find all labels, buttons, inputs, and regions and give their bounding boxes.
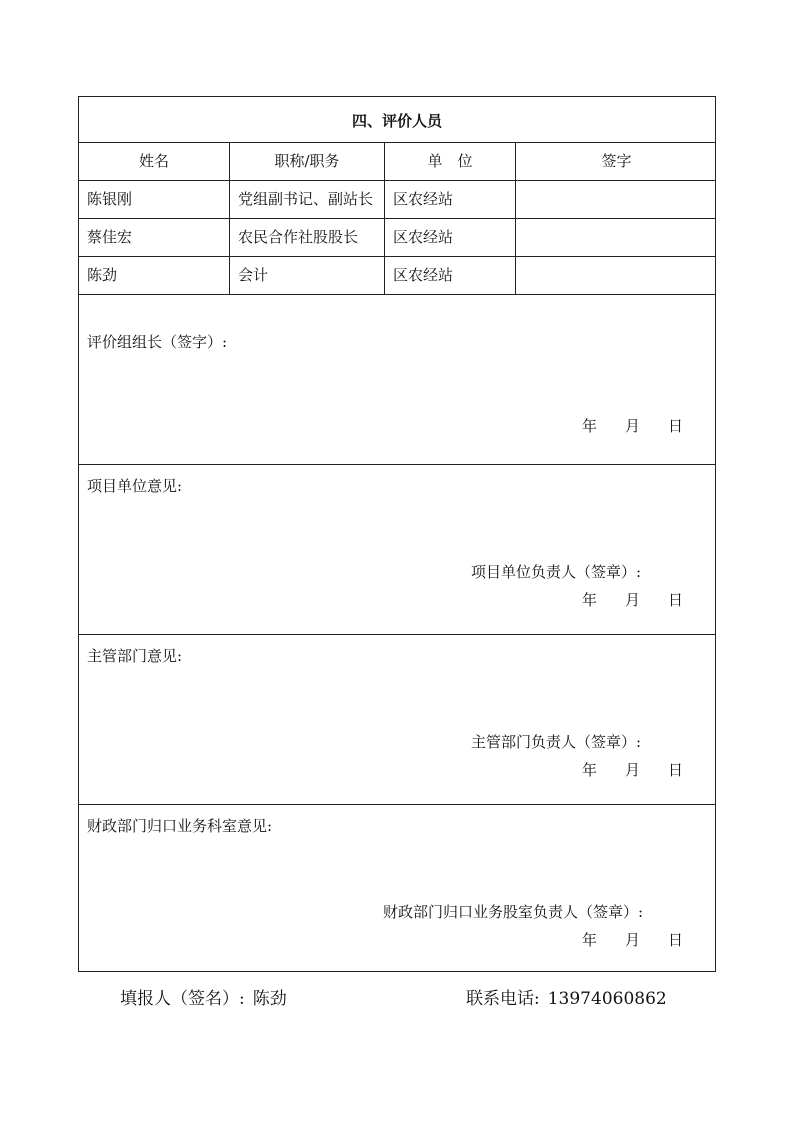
filler-name: 陈劲 (252, 989, 287, 1009)
finance-label: 财政部门归口业务科室意见: (87, 817, 273, 835)
year-label: 年 (582, 591, 598, 609)
evaluator-unit: 区农经站 (385, 219, 516, 256)
day-label: 日 (668, 591, 684, 609)
project-unit-date (582, 589, 683, 610)
supervisor-sign-label: 主管部门负责人（签章）: (471, 733, 642, 751)
year-label: 年 (582, 931, 598, 949)
section-title-row (79, 97, 715, 143)
evaluator-title: 党组副书记、副站长 (230, 181, 385, 218)
evaluator-name: 陈银刚 (79, 181, 230, 218)
project-unit-opinion-block (79, 465, 715, 635)
evaluation-form (78, 96, 716, 972)
evaluator-unit: 区农经站 (385, 181, 516, 218)
leader-label: 评价组组长（签字）: (87, 333, 228, 351)
section-title: 四、评价人员 (351, 112, 442, 130)
leader-signature-block (79, 295, 715, 465)
day-label: 日 (668, 417, 684, 435)
month-label: 月 (625, 417, 641, 435)
year-label: 年 (582, 761, 598, 779)
evaluator-name: 陈劲 (79, 257, 230, 294)
evaluator-name: 蔡佳宏 (79, 219, 230, 256)
year-label: 年 (582, 417, 598, 435)
finance-sign-label: 财政部门归口业务股室负责人（签章）: (383, 903, 644, 921)
finance-date (582, 929, 683, 950)
project-unit-sign-label: 项目单位负责人（签章）: (471, 563, 642, 581)
table-row (79, 219, 715, 257)
evaluator-signature-field[interactable] (516, 219, 717, 256)
leader-date (582, 415, 683, 436)
finance-opinion-block (79, 805, 715, 973)
filler-label: 填报人（签名）: (120, 989, 245, 1009)
supervisor-opinion-block (79, 635, 715, 805)
table-row (79, 257, 715, 295)
day-label: 日 (668, 761, 684, 779)
evaluator-title: 农民合作社股股长 (230, 219, 385, 256)
month-label: 月 (625, 761, 641, 779)
supervisor-date (582, 759, 683, 780)
month-label: 月 (625, 931, 641, 949)
contact-phone (466, 984, 667, 1009)
supervisor-label: 主管部门意见: (87, 647, 183, 665)
header-title: 职称/职务 (230, 143, 385, 180)
evaluator-signature-field[interactable] (516, 181, 717, 218)
evaluator-title: 会计 (230, 257, 385, 294)
header-name: 姓名 (79, 143, 230, 180)
phone-number: 13974060862 (547, 989, 667, 1009)
evaluator-signature-field[interactable] (516, 257, 717, 294)
month-label: 月 (625, 591, 641, 609)
header-signature: 签字 (601, 152, 632, 170)
evaluator-unit: 区农经站 (385, 257, 516, 294)
header-unit: 单 位 (385, 143, 516, 180)
phone-label: 联系电话: (466, 989, 540, 1009)
filler-signature (120, 984, 287, 1009)
table-row (79, 181, 715, 219)
table-header-row (79, 143, 715, 181)
day-label: 日 (668, 931, 684, 949)
project-unit-label: 项目单位意见: (87, 477, 183, 495)
